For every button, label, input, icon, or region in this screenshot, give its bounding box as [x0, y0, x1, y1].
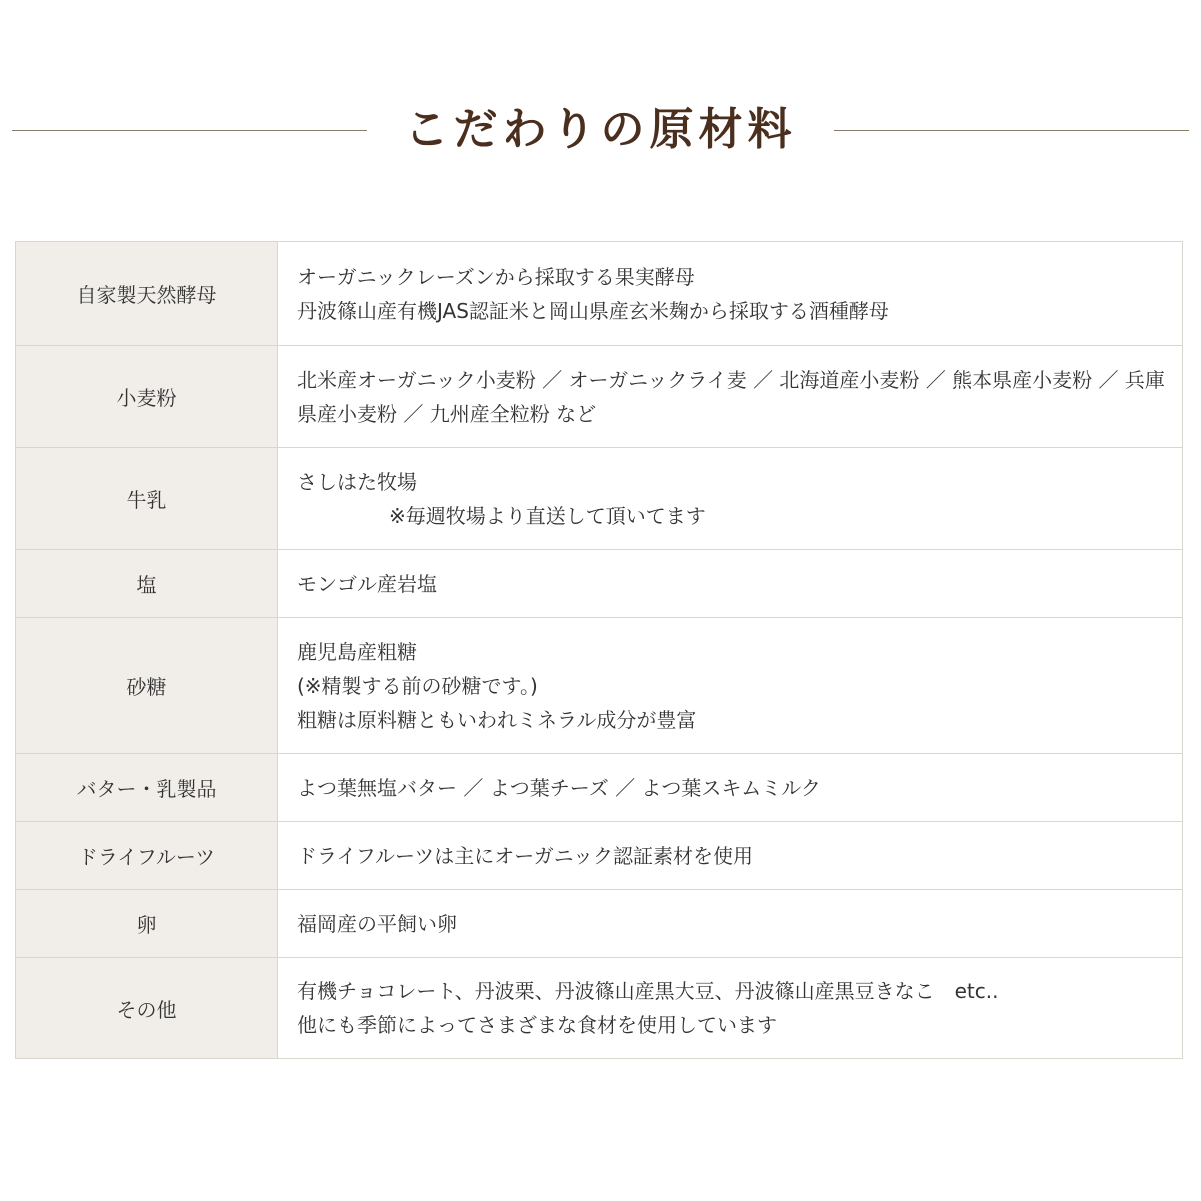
- value-line: よつ葉無塩バター ／ よつ葉チーズ ／ よつ葉スキムミルク: [297, 775, 821, 800]
- value-line: 鹿児島産粗糖: [297, 639, 417, 664]
- title-divider-right: [834, 130, 1189, 131]
- row-value: [278, 958, 1183, 1059]
- table-row-egg: [16, 890, 1183, 958]
- row-label: その他: [16, 958, 278, 1059]
- row-label: 牛乳: [16, 448, 278, 550]
- value-line: 粗糖は原料糖ともいわれミネラル成分が豊富: [297, 707, 697, 732]
- section-header: [0, 92, 1201, 172]
- value-line: 北米産オーガニック小麦粉 ／ オーガニックライ麦 ／ 北海道産小麦粉 ／ 熊本県産小麦粉 ／ 兵庫県産小麦粉 ／ 九州産全粒粉 など: [297, 367, 1165, 426]
- row-label: 小麦粉: [16, 346, 278, 448]
- row-label: 砂糖: [16, 618, 278, 754]
- value-line: 丹波篠山産有機JAS認証米と岡山県産玄米麹から採取する酒種酵母: [297, 298, 889, 323]
- table-row-milk: [16, 448, 1183, 550]
- row-value: [278, 448, 1183, 550]
- value-line: 有機チョコレート、丹波栗、丹波篠山産黒大豆、丹波篠山産黒豆きなこ etc..: [297, 979, 999, 1003]
- value-line: オーガニックレーズンから採取する果実酵母: [297, 264, 695, 289]
- row-value: [278, 550, 1183, 618]
- value-line: さしはた牧場: [297, 469, 417, 494]
- row-value: [278, 822, 1183, 890]
- title-divider-left: [12, 130, 367, 131]
- table-row-butter-dairy: [16, 754, 1183, 822]
- value-line: モンゴル産岩塩: [297, 571, 437, 596]
- table-row-flour: [16, 346, 1183, 448]
- value-line: ※毎週牧場より直送して頂いてます: [389, 503, 706, 528]
- row-label: 塩: [16, 550, 278, 618]
- row-value: [278, 242, 1183, 346]
- table-row-sugar: [16, 618, 1183, 754]
- row-value: [278, 754, 1183, 822]
- row-value: [278, 346, 1183, 448]
- row-value: [278, 890, 1183, 958]
- table-row-yeast: [16, 242, 1183, 346]
- value-line: 他にも季節によってさまざまな食材を使用しています: [297, 1013, 777, 1037]
- row-label: バター・乳製品: [16, 754, 278, 822]
- value-line: (※精製する前の砂糖です。): [297, 673, 538, 698]
- row-label: 卵: [16, 890, 278, 958]
- row-label: 自家製天然酵母: [16, 242, 278, 346]
- row-value: [278, 618, 1183, 754]
- row-label: ドライフルーツ: [16, 822, 278, 890]
- value-line: 福岡産の平飼い卵: [297, 911, 457, 936]
- page-title: こだわりの原材料: [404, 104, 797, 155]
- table-row-salt: [16, 550, 1183, 618]
- value-line: ドライフルーツは主にオーガニック認証素材を使用: [297, 843, 753, 868]
- table-row-other: [16, 958, 1183, 1059]
- table-row-dried-fruit: [16, 822, 1183, 890]
- ingredients-table: [15, 241, 1183, 1059]
